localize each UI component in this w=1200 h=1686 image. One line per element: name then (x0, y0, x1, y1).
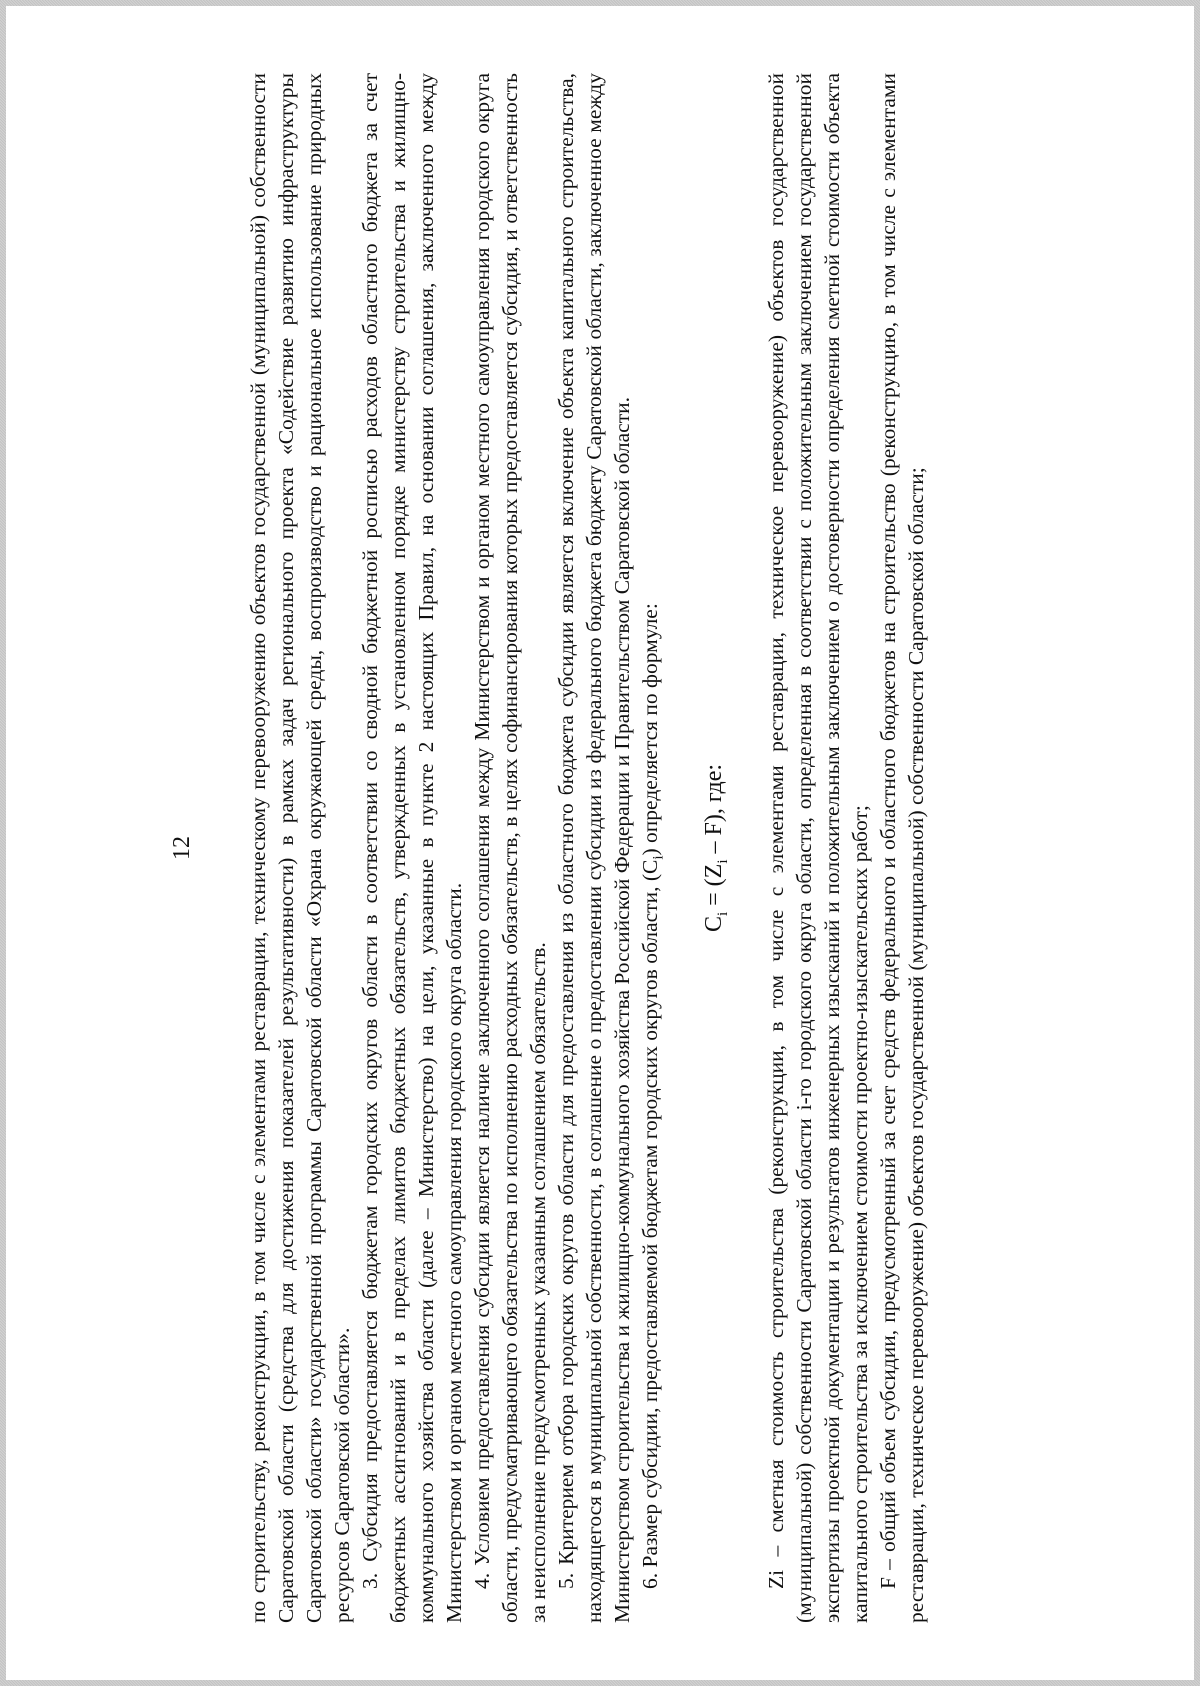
page-number: 12 (169, 836, 195, 860)
document-page (6, 6, 1194, 1680)
paragraph-6-tail: ) определяется по формуле: (638, 603, 662, 856)
paragraph-6-subscript: i (650, 855, 667, 860)
formula-lhs-subscript: i (714, 911, 731, 917)
formula-rhs: – F), где: (701, 763, 727, 860)
subsidy-formula (700, 73, 731, 1623)
paragraph-3: 3. Субсидия предоставляется бюджетам городских округов области в соответствии со сводной бюджетной росписью расходов областного бюджета за счет бюджетных ассигнований и в пределах лимитов бюджетных обязательств, утвержденных в установленном порядке министерству строительства и жилищно-коммунального хозяйства области (далее – Министерство) на цели, указанные в пункте 2 настоящих Правил, на основании соглашения, заключенного между Министерством и органом местного самоуправления городского округа области. (358, 73, 466, 1623)
formula-mid: = (Z (701, 863, 727, 912)
formula-z-subscript: i (714, 859, 731, 864)
paragraph-4: 4. Условием предоставления субсидии является наличие заключенного соглашения между Министерством и органом местного самоуправления городского округа области, предусматривающего обязательства по исполнению расходных обязательств, в целях софинансирования которых предоставляется субсидия, и ответственность за неисполнение предусмотренных указанным соглашением обязательств. (470, 73, 550, 1623)
definition-f: F – общий объем субсидии, предусмотренный за счет средств федерального и областного бюджетов на строительство (реконструкцию, в том числе с элементами реставрации, техническое перевооружение) объектов государственной (муниципальной) собственности Саратовской области; (876, 73, 928, 1623)
paragraph-6 (636, 73, 667, 1623)
formula-lhs: С (701, 916, 727, 933)
rotated-text-block (168, 73, 1008, 1623)
paragraph-2-continuation: по строительству, реконструкции, в том числе с элементами реставрации, техническому перевооружению объектов государственной (муниципальной) собственности Саратовской области (средства для достижения показателей результативности) в рамках задач регионального проекта «Содействие развитию инфраструктуры Саратовской области» государственной программы Саратовской области «Охрана окружающей среды, воспроизводство и рациональное использование природных ресурсов Саратовской области». (246, 73, 354, 1623)
definition-zi: Zi – сметная стоимость строительства (реконструкции, в том числе с элементами реставрации, техническое перевооружение) объектов государственной (муниципальной) собственности Саратовской области i-го городского округа области, определенная в соответствии с положительным заключением государственной экспертизы проектной документации и результатов инженерных изысканий и положительным заключением о достоверности определения сметной стоимости объекта капитального строительства за исключением стоимости проектно-изыскательских работ; (764, 73, 872, 1623)
paragraph-6-text: 6. Размер субсидии, предоставляемой бюджетам городских округов области, (С (638, 859, 662, 1589)
paragraph-5: 5. Критерием отбора городских округов области для предоставления из областного бюджета субсидии является включение объекта капитального строительства, находящегося в муниципальной собственности, в соглашение о предоставлении субсидии из федерального бюджета бюджету Саратовской области, заключенное между Министерством строительства и жилищно-коммунального хозяйства Российской Федерации и Правительством Саратовской области. (554, 73, 634, 1623)
